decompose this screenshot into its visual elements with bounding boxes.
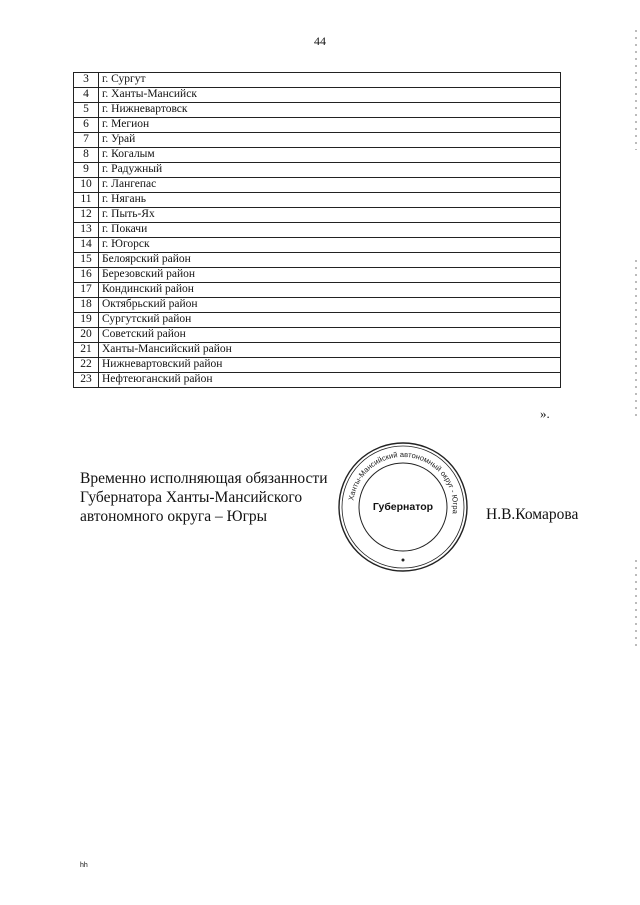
municipalities-table [73,72,561,388]
table-row [74,178,561,193]
row-number: 19 [74,313,99,328]
row-number: 23 [74,373,99,388]
municipality-name: Нефтеюганский район [99,373,561,388]
municipality-name: г. Ханты-Мансийск [99,88,561,103]
municipality-name: Сургутский район [99,313,561,328]
municipality-name: Белоярский район [99,253,561,268]
municipality-name: г. Пыть-Ях [99,208,561,223]
page-number: 44 [314,34,326,48]
table-row [74,118,561,133]
table-row [74,358,561,373]
table-row [74,148,561,163]
municipality-name: г. Урай [99,133,561,148]
municipality-name: г. Мегион [99,118,561,133]
municipality-name: Ханты-Мансийский район [99,343,561,358]
municipality-name: Октябрьский район [99,298,561,313]
municipality-name: г. Нижневартовск [99,103,561,118]
signatory-position [80,469,328,526]
row-number: 5 [74,103,99,118]
table-row [74,238,561,253]
table-row [74,313,561,328]
municipality-name: г. Нягань [99,193,561,208]
municipality-name: Советский район [99,328,561,343]
row-number: 14 [74,238,99,253]
municipality-name: Нижневартовский район [99,358,561,373]
closing-quote: ». [540,406,550,421]
table-row [74,268,561,283]
seal-ring-text: Ханты-Мансийский автономный округ - Югра [346,449,461,515]
municipality-name: г. Покачи [99,223,561,238]
row-number: 9 [74,163,99,178]
row-number: 11 [74,193,99,208]
row-number: 22 [74,358,99,373]
official-seal [336,440,470,574]
municipality-name: г. Югорск [99,238,561,253]
table-row [74,343,561,358]
municipality-name: г. Радужный [99,163,561,178]
scan-edge-marks [635,560,637,650]
table-row [74,73,561,88]
row-number: 16 [74,268,99,283]
table-row [74,133,561,148]
municipality-name: Кондинский район [99,283,561,298]
table-row [74,103,561,118]
table-row [74,253,561,268]
table-row [74,298,561,313]
row-number: 10 [74,178,99,193]
row-number: 12 [74,208,99,223]
table-row [74,328,561,343]
row-number: 7 [74,133,99,148]
municipality-name: г. Лангепас [99,178,561,193]
municipality-name: г. Когалым [99,148,561,163]
seal-center-text: Губернатор [372,501,434,513]
table-row [74,163,561,178]
table-row [74,283,561,298]
row-number: 20 [74,328,99,343]
row-number: 3 [74,73,99,88]
row-number: 17 [74,283,99,298]
row-number: 6 [74,118,99,133]
row-number: 4 [74,88,99,103]
position-line-3: автономного округа – Югры [80,508,268,525]
row-number: 15 [74,253,99,268]
seal-dot [402,559,405,562]
scan-edge-marks [635,30,637,150]
table-row [74,208,561,223]
table-body [74,73,561,388]
row-number: 13 [74,223,99,238]
row-number: 18 [74,298,99,313]
row-number: 8 [74,148,99,163]
municipality-name: Березовский район [99,268,561,283]
position-line-2: Губернатора Ханты-Мансийского [80,489,303,506]
table-row [74,373,561,388]
signer-name: Н.В.Комарова [486,506,579,523]
table-row [74,223,561,238]
scan-edge-marks [635,260,637,420]
municipality-name: г. Сургут [99,73,561,88]
footer-mark: hh [80,862,88,869]
table-row [74,193,561,208]
table-row [74,88,561,103]
row-number: 21 [74,343,99,358]
position-line-1: Временно исполняющая обязанности [80,470,328,487]
